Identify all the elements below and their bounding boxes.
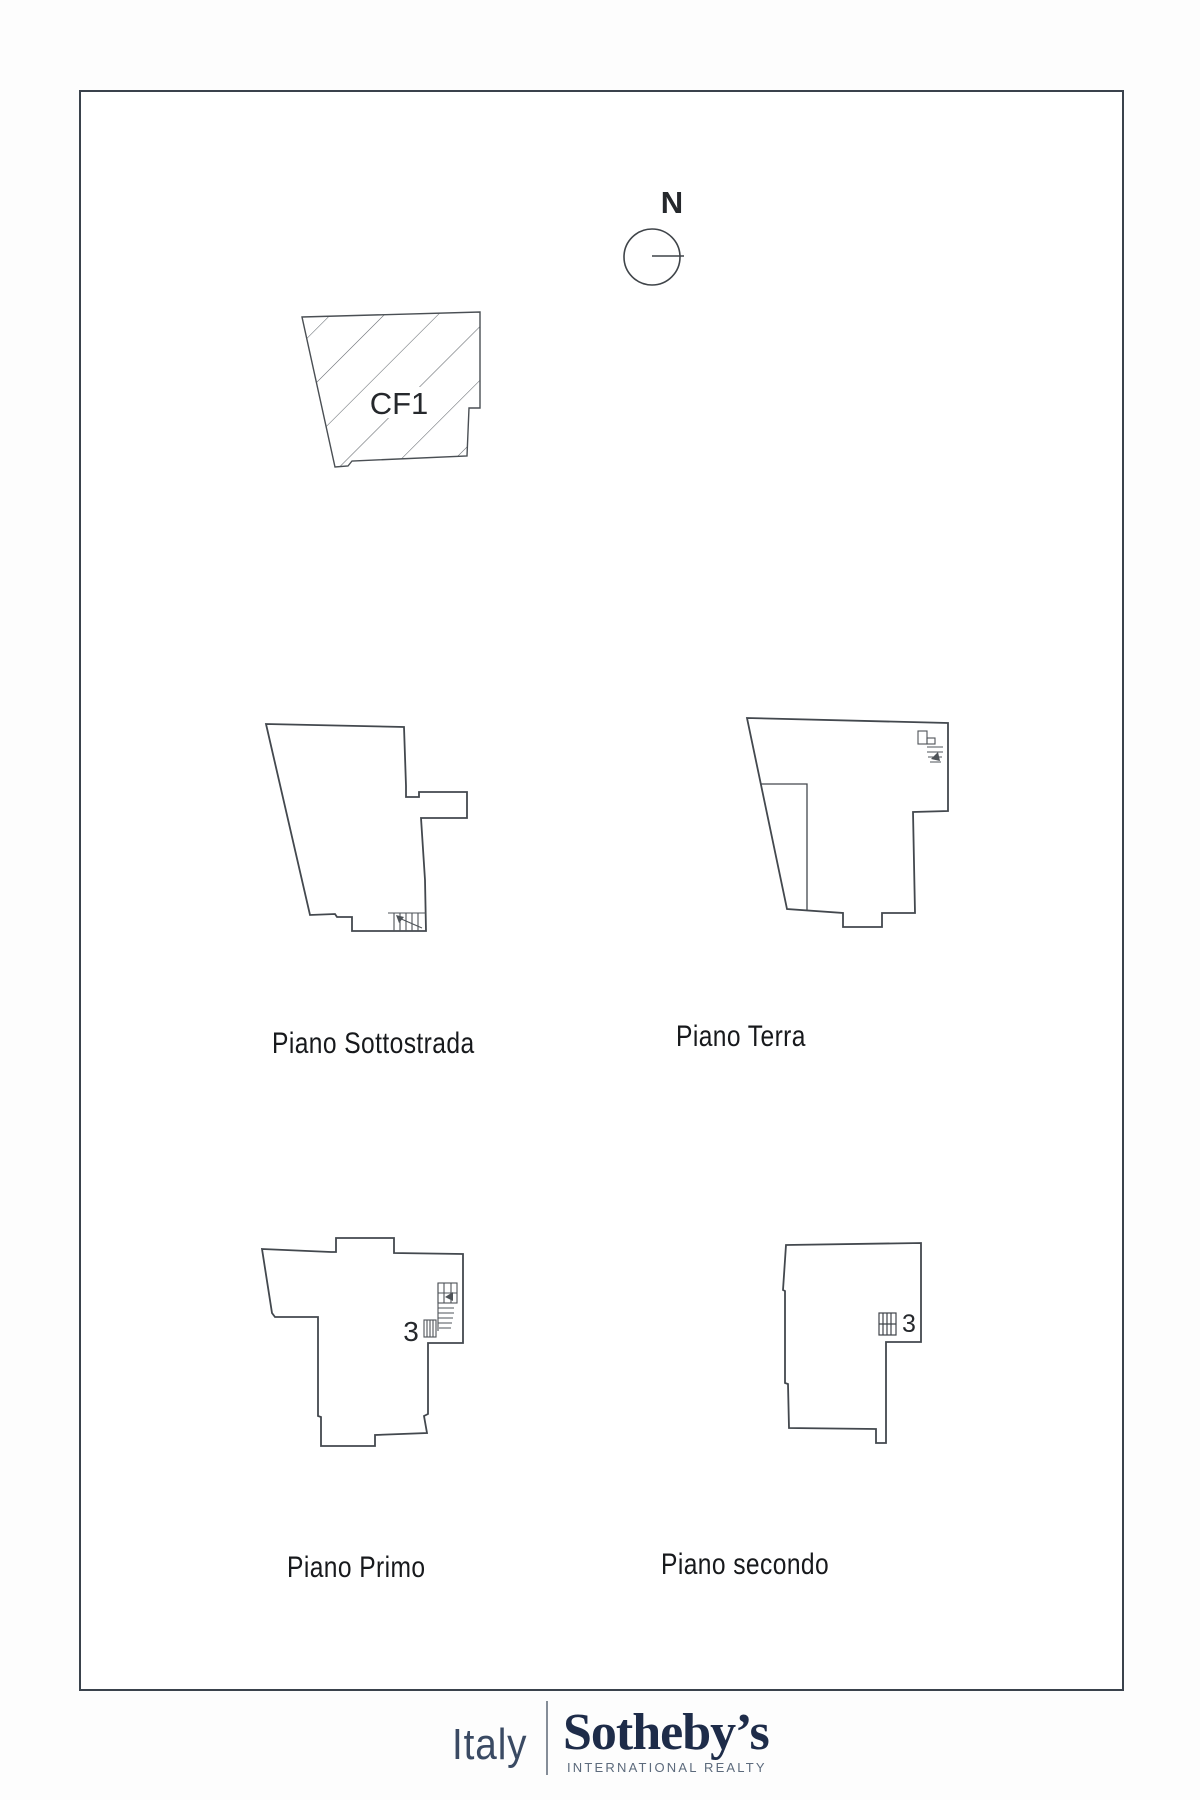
- footer-brand-wordmark: Sotheby’s: [563, 1704, 769, 1761]
- secondo-unit-number: 3: [902, 1310, 916, 1338]
- terra-stairs-icon: [918, 731, 943, 762]
- plan-primo: [262, 1238, 463, 1446]
- sottostrada-stairs-icon: [388, 913, 426, 931]
- primo-unit-number: 3: [403, 1316, 419, 1347]
- label-piano-primo: Piano Primo: [287, 1551, 426, 1584]
- plan-secondo: [783, 1243, 921, 1443]
- label-piano-secondo: Piano secondo: [661, 1548, 830, 1581]
- primo-stairs-icon: [424, 1283, 457, 1337]
- sottostrada-stairs-arrow: [396, 915, 404, 923]
- footer-brand-tagline: INTERNATIONAL REALTY: [567, 1760, 767, 1775]
- plan-sottostrada: [266, 724, 467, 931]
- label-piano-sottostrada: Piano Sottostrada: [272, 1027, 475, 1060]
- footer-country-wordmark: Italy: [452, 1720, 528, 1769]
- plan-terra: [747, 718, 948, 927]
- cf1-parcel: [302, 312, 480, 467]
- secondo-stairs-icon: [879, 1313, 896, 1335]
- label-piano-terra: Piano Terra: [676, 1020, 806, 1053]
- north-compass-icon: [624, 229, 684, 285]
- north-label: N: [660, 185, 684, 220]
- footer-divider: [546, 1701, 548, 1775]
- cf1-label: CF1: [369, 386, 429, 421]
